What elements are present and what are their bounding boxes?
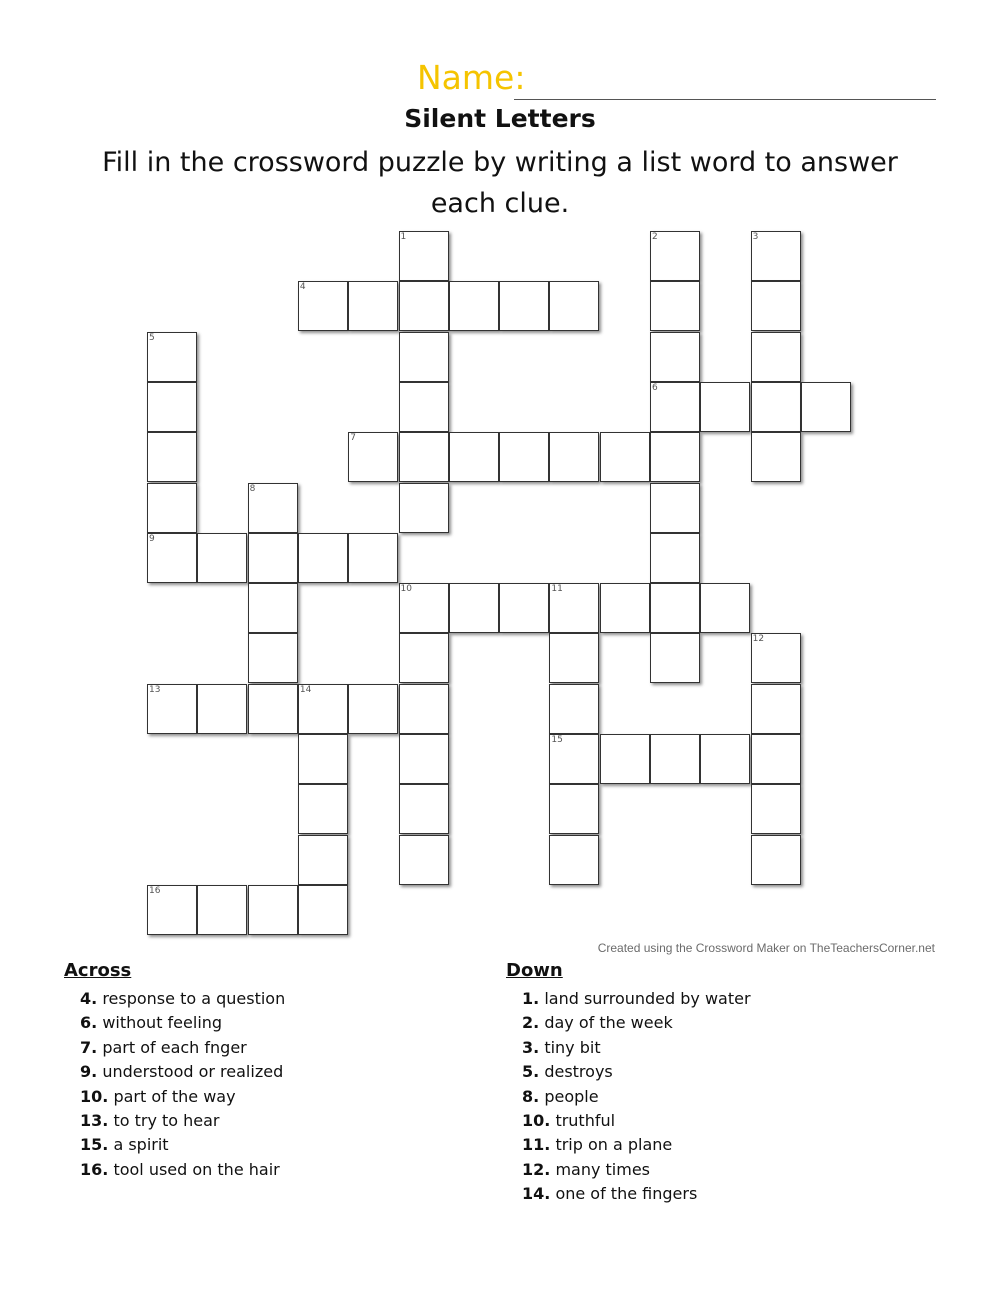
cell-number: 5: [149, 332, 155, 343]
clue-text: tiny bit: [544, 1037, 601, 1057]
crossword-cell[interactable]: [298, 835, 348, 885]
clue-number: 10.: [80, 1086, 109, 1106]
cell-number: 1: [400, 232, 407, 242]
clue-text: trip on a plane: [555, 1135, 673, 1155]
cell-number: 4: [299, 282, 306, 293]
clue-text: land surrounded by water: [544, 989, 751, 1008]
crossword-cell[interactable]: [147, 533, 197, 583]
clue-number: 7.: [80, 1037, 98, 1057]
clue-item: [506, 987, 751, 1011]
crossword-cell[interactable]: [147, 332, 197, 382]
crossword-cell[interactable]: [650, 382, 700, 432]
clue-number: 11.: [522, 1135, 551, 1155]
clue-number: 3.: [522, 1037, 540, 1057]
clue-text: many times: [555, 1159, 651, 1179]
crossword-cell[interactable]: [499, 432, 549, 482]
crossword-cell[interactable]: [751, 332, 801, 382]
crossword-cell[interactable]: [751, 684, 801, 734]
crossword-cell[interactable]: [650, 633, 700, 683]
crossword-cell[interactable]: [399, 483, 449, 533]
instructions: Fill in the crossword puzzle by writing a list word to answer each clue.: [102, 147, 898, 219]
clue-item: [64, 1011, 285, 1035]
clue-number: 8.: [522, 1086, 540, 1106]
cell-number: 6: [652, 382, 658, 393]
clue-item: [64, 1085, 285, 1109]
crossword-cell[interactable]: [399, 835, 449, 885]
crossword-cell[interactable]: [751, 231, 801, 281]
clue-item: [506, 1085, 751, 1109]
crossword-cell[interactable]: [298, 784, 348, 834]
crossword-cell[interactable]: [348, 533, 398, 583]
clue-text: understood or realized: [102, 1062, 284, 1082]
crossword-cell[interactable]: [600, 583, 650, 633]
crossword-cell[interactable]: [147, 885, 197, 935]
crossword-cell[interactable]: [248, 483, 298, 533]
crossword-cell[interactable]: [650, 281, 700, 331]
clue-item: [506, 1036, 751, 1060]
down-clues: [506, 960, 751, 1207]
crossword-cell[interactable]: [298, 885, 348, 935]
crossword-cell[interactable]: [197, 533, 247, 583]
crossword-cell[interactable]: [449, 281, 499, 331]
cell-number: 2: [652, 232, 658, 242]
crossword-cell[interactable]: [751, 734, 801, 784]
crossword-cell[interactable]: [298, 684, 348, 734]
down-heading: Down: [506, 960, 563, 981]
crossword-cell[interactable]: [700, 583, 750, 633]
crossword-cell[interactable]: [650, 583, 700, 633]
crossword-cell[interactable]: [751, 784, 801, 834]
crossword-cell[interactable]: [499, 281, 549, 331]
crossword-cell[interactable]: [399, 734, 449, 784]
crossword-cell[interactable]: [751, 281, 801, 331]
crossword-cell[interactable]: [549, 281, 599, 331]
cell-number: 14: [299, 684, 312, 695]
crossword-cell[interactable]: [650, 332, 700, 382]
crossword-cell[interactable]: [147, 684, 197, 734]
cell-number: 16: [149, 885, 161, 896]
crossword-cell[interactable]: [399, 633, 449, 683]
clue-item: [506, 1182, 751, 1206]
cell-number: 15: [551, 735, 563, 745]
crossword-cell[interactable]: [650, 483, 700, 533]
crossword-cell[interactable]: [399, 332, 449, 382]
crossword-cell[interactable]: [751, 382, 801, 432]
clue-text: destroys: [544, 1062, 613, 1082]
crossword-cell[interactable]: [399, 784, 449, 834]
crossword-cell[interactable]: [650, 432, 700, 482]
crossword-cell[interactable]: [399, 231, 449, 281]
across-clues: [64, 960, 285, 1182]
clue-item: [506, 1060, 751, 1084]
cell-number: 11: [551, 584, 563, 595]
crossword-cell[interactable]: [248, 633, 298, 683]
clue-item: [506, 1011, 751, 1035]
clue-number: 15.: [80, 1135, 109, 1155]
clue-item: [64, 1036, 285, 1060]
cell-number: 12: [752, 634, 765, 645]
across-heading: Across: [64, 960, 132, 981]
crossword-cell[interactable]: [700, 734, 750, 784]
clue-number: 5.: [522, 1062, 540, 1082]
name-label: Name:: [417, 58, 526, 97]
clue-text: truthful: [555, 1111, 616, 1131]
crossword-cell[interactable]: [348, 432, 398, 482]
crossword-cell[interactable]: [147, 432, 197, 482]
clue-text: people: [544, 1086, 599, 1106]
crossword-cell[interactable]: [600, 432, 650, 482]
clue-number: 6.: [80, 1013, 98, 1033]
clue-text: tool used on the hair: [113, 1159, 280, 1179]
crossword-cell[interactable]: [751, 432, 801, 482]
cell-number: 7: [350, 433, 356, 444]
clue-item: [506, 1133, 751, 1157]
crossword-cell[interactable]: [399, 432, 449, 482]
clue-text: to try to hear: [113, 1111, 220, 1131]
cell-number: 8: [249, 483, 256, 494]
crossword-cell[interactable]: [499, 583, 549, 633]
clue-text: one of the fingers: [555, 1184, 698, 1204]
clue-text: a spirit: [113, 1135, 169, 1155]
crossword-cell[interactable]: [147, 483, 197, 533]
cell-number: 13: [149, 684, 161, 695]
crossword-cell[interactable]: [700, 382, 750, 432]
crossword-cell[interactable]: [801, 382, 851, 432]
clue-item: [64, 987, 285, 1011]
crossword-cell[interactable]: [650, 231, 700, 281]
clue-item: [506, 1109, 751, 1133]
clue-number: 14.: [522, 1184, 551, 1204]
clue-number: 9.: [80, 1062, 98, 1082]
credit-text: Created using the Crossword Maker on TheTeachersCorner.net: [597, 941, 935, 955]
crossword-cell[interactable]: [248, 583, 298, 633]
crossword-cell[interactable]: [298, 533, 348, 583]
crossword-cell[interactable]: [449, 432, 499, 482]
clue-number: 13.: [80, 1111, 109, 1131]
clue-number: 16.: [80, 1159, 109, 1179]
page-title: Silent Letters: [404, 104, 596, 133]
crossword-cell[interactable]: [549, 633, 599, 683]
clue-text: part of each fnger: [102, 1037, 247, 1057]
clue-text: response to a question: [102, 989, 286, 1008]
crossword-cell[interactable]: [549, 583, 599, 633]
crossword-cell[interactable]: [399, 382, 449, 432]
clue-item: [64, 1109, 285, 1133]
clue-item: [64, 1133, 285, 1157]
clue-number: 12.: [522, 1159, 551, 1179]
crossword-cell[interactable]: [248, 885, 298, 935]
clue-item: [506, 1158, 751, 1182]
crossword-cell[interactable]: [600, 734, 650, 784]
clue-number: 2.: [522, 1013, 540, 1033]
cell-number: 3: [752, 232, 759, 242]
crossword-cell[interactable]: [248, 684, 298, 734]
crossword-cell[interactable]: [549, 734, 599, 784]
clue-number: 1.: [522, 989, 540, 1008]
crossword-cell[interactable]: [650, 533, 700, 583]
crossword-cell[interactable]: [248, 533, 298, 583]
cell-number: 9: [149, 533, 155, 544]
clue-number: 4.: [80, 989, 98, 1008]
crossword-cell[interactable]: [549, 432, 599, 482]
crossword-cell[interactable]: [147, 382, 197, 432]
crossword-cell[interactable]: [650, 734, 700, 784]
crossword-cell[interactable]: [348, 281, 398, 331]
crossword-cell[interactable]: [549, 684, 599, 734]
cell-number: 10: [400, 584, 412, 595]
crossword-cell[interactable]: [197, 885, 247, 935]
crossword-cell[interactable]: [751, 835, 801, 885]
crossword-cell[interactable]: [449, 583, 499, 633]
crossword-cell[interactable]: [298, 734, 348, 784]
crossword-cell[interactable]: [197, 684, 247, 734]
crossword-cell[interactable]: [549, 784, 599, 834]
crossword-cell[interactable]: [549, 835, 599, 885]
name-input-line[interactable]: [514, 99, 936, 100]
crossword-cell[interactable]: [298, 281, 348, 331]
crossword-cell[interactable]: [751, 633, 801, 683]
crossword-cell[interactable]: [399, 281, 449, 331]
crossword-cell[interactable]: [399, 684, 449, 734]
crossword-cell[interactable]: [399, 583, 449, 633]
clue-text: without feeling: [102, 1013, 223, 1033]
clue-item: [64, 1158, 285, 1182]
clue-text: part of the way: [113, 1086, 236, 1106]
clue-text: day of the week: [544, 1013, 673, 1033]
clue-item: [64, 1060, 285, 1084]
crossword-cell[interactable]: [348, 684, 398, 734]
clue-number: 10.: [522, 1111, 551, 1131]
